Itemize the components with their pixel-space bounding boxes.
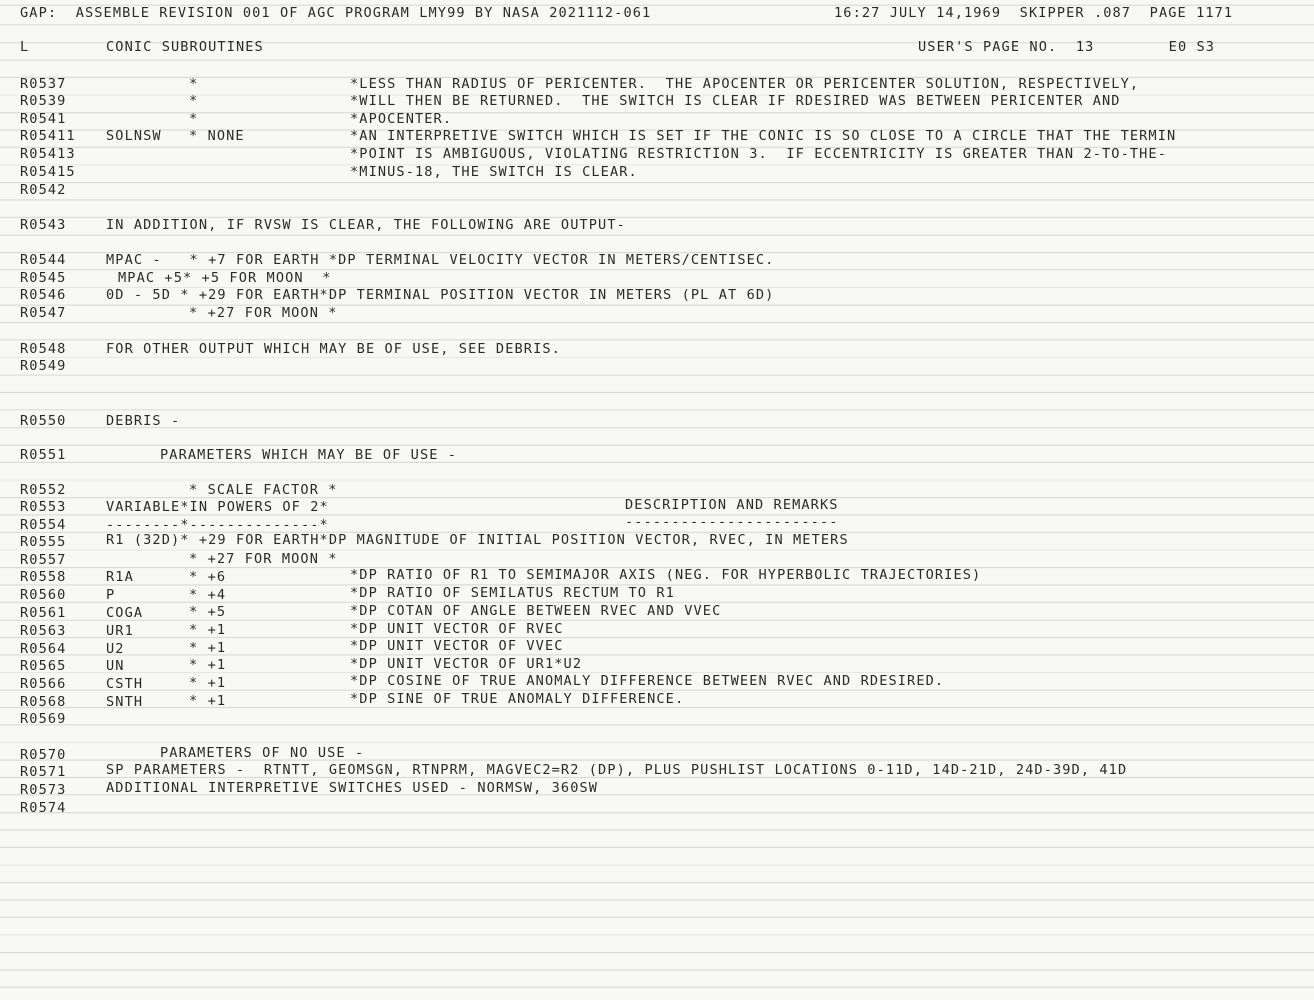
variable-name: SNTH [106, 694, 144, 710]
line-scale: * [189, 76, 199, 92]
line-number: R0573 [20, 782, 67, 798]
header-date-page: 16:27 JULY 14,1969 SKIPPER .087 PAGE 1171 [834, 5, 1234, 21]
line-statement: 0D - 5D * +29 FOR EARTH*DP TERMINAL POSITION VECTOR IN METERS (PL AT 6D) [106, 287, 775, 303]
line-number: R0574 [20, 800, 67, 816]
line-number: R0542 [20, 182, 67, 198]
line-number: R0560 [20, 587, 67, 603]
line-number: R0545 [20, 270, 67, 286]
variable-scale: * +6 [189, 569, 227, 585]
line-comment: *MINUS-18, THE SWITCH IS CLEAR. [350, 164, 638, 180]
line-number: R0558 [20, 569, 67, 585]
line-number: R0563 [20, 623, 67, 639]
variable-description: *DP UNIT VECTOR OF UR1*U2 [350, 656, 583, 672]
variable-description: *DP RATIO OF R1 TO SEMIMAJOR AXIS (NEG. FOR HYPERBOLIC TRAJECTORIES) [350, 567, 982, 583]
variable-scale: * +1 [189, 622, 227, 638]
line-statement: PARAMETERS OF NO USE - [160, 745, 365, 761]
table-header: VARIABLE*IN POWERS OF 2* [106, 499, 329, 515]
line-number: R0571 [20, 764, 67, 780]
variable-description: *DP UNIT VECTOR OF RVEC [350, 621, 564, 637]
line-scale: * [189, 111, 199, 127]
variable-scale: * +1 [189, 657, 227, 673]
line-number: R0564 [20, 641, 67, 657]
line-number: R0555 [20, 534, 67, 550]
line-comment: *AN INTERPRETIVE SWITCH WHICH IS SET IF THE CONIC IS SO CLOSE TO A CIRCLE THAT THE TERMIN [350, 128, 1177, 144]
line-comment: *APOCENTER. [350, 111, 453, 127]
variable-name: R1A [106, 569, 134, 585]
line-number: R0568 [20, 694, 67, 710]
line-number: R0549 [20, 358, 67, 374]
variable-scale: * +5 [189, 604, 227, 620]
line-statement: * +27 FOR MOON * [189, 305, 338, 321]
line-number: R05415 [20, 164, 76, 180]
variable-name: U2 [106, 641, 125, 657]
line-statement: * +27 FOR MOON * [189, 551, 338, 567]
table-rule: --------*--------------* [106, 517, 329, 533]
line-number: R0554 [20, 517, 67, 533]
line-number: R0570 [20, 747, 67, 763]
line-number: R0544 [20, 252, 67, 268]
variable-description: *DP COSINE OF TRUE ANOMALY DIFFERENCE BETWEEN RVEC AND RDESIRED. [350, 673, 945, 689]
header-user-page: USER'S PAGE NO. 13 E0 S3 [918, 39, 1216, 55]
header-assembly-info: GAP: ASSEMBLE REVISION 001 OF AGC PROGRAM LMY99 BY NASA 2021112-061 [20, 5, 652, 21]
line-number: R0553 [20, 499, 67, 515]
line-number: R0547 [20, 305, 67, 321]
line-number: R0565 [20, 658, 67, 674]
line-statement: DEBRIS - [106, 413, 181, 429]
header-section-title: CONIC SUBROUTINES [106, 39, 264, 55]
line-number: R0541 [20, 111, 67, 127]
line-statement: IN ADDITION, IF RVSW IS CLEAR, THE FOLLOWING ARE OUTPUT- [106, 217, 626, 233]
variable-name: CSTH [106, 676, 144, 692]
table-header-description: DESCRIPTION AND REMARKS [625, 497, 839, 513]
line-number: R0537 [20, 76, 67, 92]
table-rule-description: ----------------------- [625, 514, 839, 530]
line-statement: * SCALE FACTOR * [189, 482, 338, 498]
line-number: R0552 [20, 482, 67, 498]
line-statement: R1 (32D)* +29 FOR EARTH*DP MAGNITUDE OF INITIAL POSITION VECTOR, RVEC, IN METERS [106, 532, 849, 548]
line-statement: ADDITIONAL INTERPRETIVE SWITCHES USED - NORMSW, 360SW [106, 780, 599, 796]
variable-scale: * +1 [189, 675, 227, 691]
line-number: R0539 [20, 93, 67, 109]
variable-description: *DP UNIT VECTOR OF VVEC [350, 638, 564, 654]
line-number: R05413 [20, 146, 76, 162]
line-statement: MPAC +5* +5 FOR MOON * [118, 270, 332, 286]
line-scale: * [189, 93, 199, 109]
variable-description: *DP SINE OF TRUE ANOMALY DIFFERENCE. [350, 691, 685, 707]
line-comment: *WILL THEN BE RETURNED. THE SWITCH IS CLEAR IF RDESIRED WAS BETWEEN PERICENTER AND [350, 93, 1121, 109]
line-number: R0569 [20, 711, 67, 727]
variable-scale: * +1 [189, 640, 227, 656]
line-comment: *LESS THAN RADIUS OF PERICENTER. THE APOCENTER OR PERICENTER SOLUTION, RESPECTIVELY, [350, 76, 1140, 92]
header-log-mark: L [20, 39, 30, 55]
line-label: SOLNSW [106, 128, 162, 144]
line-number: R0546 [20, 287, 67, 303]
variable-name: P [106, 587, 116, 603]
line-statement: PARAMETERS WHICH MAY BE OF USE - [160, 447, 458, 463]
variable-description: *DP COTAN OF ANGLE BETWEEN RVEC AND VVEC [350, 603, 722, 619]
line-number: R0543 [20, 217, 67, 233]
line-statement: MPAC - * +7 FOR EARTH *DP TERMINAL VELOCITY VECTOR IN METERS/CENTISEC. [106, 252, 775, 268]
line-number: R0566 [20, 676, 67, 692]
line-statement: SP PARAMETERS - RTNTT, GEOMSGN, RTNPRM, MAGVEC2=R2 (DP), PLUS PUSHLIST LOCATIONS 0-11D, 14D-21D, 24D-39D, 41D [106, 762, 1128, 778]
variable-name: UN [106, 658, 125, 674]
line-number: R0550 [20, 413, 67, 429]
line-statement: FOR OTHER OUTPUT WHICH MAY BE OF USE, SEE DEBRIS. [106, 341, 561, 357]
variable-name: UR1 [106, 623, 134, 639]
line-scale: * NONE [189, 128, 245, 144]
line-number: R0561 [20, 605, 67, 621]
variable-scale: * +1 [189, 693, 227, 709]
line-number: R0548 [20, 341, 67, 357]
variable-name: COGA [106, 605, 144, 621]
variable-scale: * +4 [189, 587, 227, 603]
variable-description: *DP RATIO OF SEMILATUS RECTUM TO R1 [350, 585, 675, 601]
line-comment: *POINT IS AMBIGUOUS, VIOLATING RESTRICTION 3. IF ECCENTRICITY IS GREATER THAN 2-TO-THE- [350, 146, 1168, 162]
line-number: R0557 [20, 552, 67, 568]
line-number: R0551 [20, 447, 67, 463]
line-number: R05411 [20, 128, 76, 144]
